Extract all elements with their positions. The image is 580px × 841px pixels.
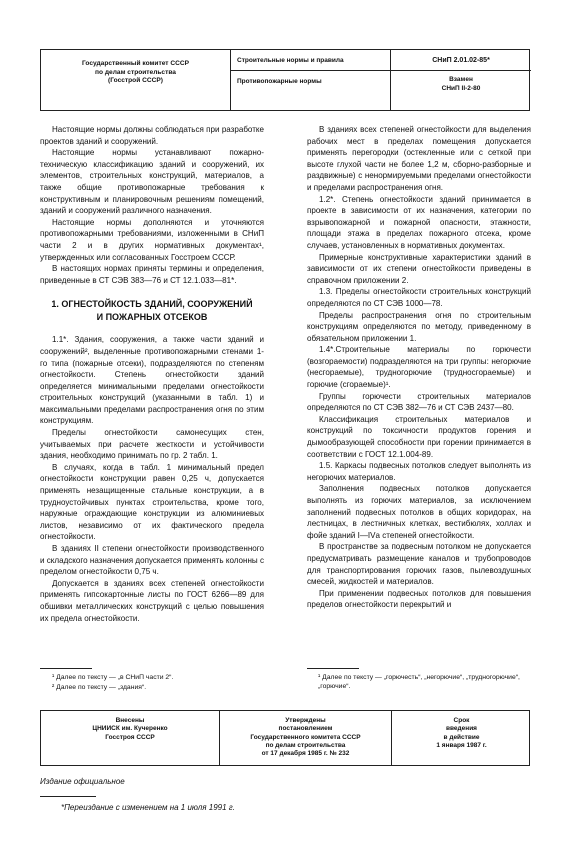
footnote-rule bbox=[307, 668, 359, 669]
paragraph: В случаях, когда в табл. 1 минимальный предел огнестойкости конструкции равен 0,25 ч, допускается применять незащищенные стальные конструкции, а в трудноустойчивых пунктах строительства, кроме того, наружные ограждающие конструкции из алюминиевых листов, независимо от их фактического предела огнестойкости. bbox=[40, 462, 264, 542]
replace-note bbox=[391, 71, 531, 93]
approved-line: постановлением bbox=[278, 725, 333, 733]
code-cell bbox=[391, 50, 531, 110]
approved-line: от 17 декабря 1985 г. № 232 bbox=[261, 750, 350, 758]
footnote: ¹ Далее по тексту — „в СНиП части 2“. bbox=[52, 674, 174, 681]
submitted-org: Госстроя СССР bbox=[105, 733, 155, 741]
section-title bbox=[40, 298, 264, 323]
section-title-line: И ПОЖАРНЫХ ОТСЕКОВ bbox=[96, 311, 208, 322]
paragraph: Классификация строительных материалов и конструкций по токсичности продуктов горения и дымообразующей способности при горении принимается в соответствии с ГОСТ 12.1.004-89. bbox=[307, 414, 531, 459]
paragraph: В зданиях всех степеней огнестойкости для выделения рабочих мест в пределах помещения допускается применять перегородки (остекленные или с сеткой при высоте глухой части не более 1,2 м, сборно-разборные и раздвижные) с ненормируемыми пределами огнестойкости и пределами распространения огня. bbox=[307, 125, 531, 192]
paragraph: 1.1*. Здания, сооружения, а также части зданий и сооружений², выделенные противопожарными стенами 1-го типа (пожарные отсеки), подразделяются по степеням огнестойкости. Степень огнестойкости зданий определяется минимальными пределами огнестойкости строительных конструкций (указанными в табл. 1) и максимальными пределами распространения огня по этим конструкциям. bbox=[40, 335, 264, 426]
submitted-cell bbox=[41, 711, 219, 765]
footnote: ² Далее по тексту — „здания“. bbox=[52, 684, 147, 691]
paragraph: 1.3. Пределы огнестойкости строительных конструкций определяются по СТ СЭВ 1000—78. bbox=[307, 287, 531, 308]
paragraph: Группы горючести строительных материалов определяются по СТ СЭВ 382—76 и СТ СЭВ 2437—80. bbox=[307, 391, 531, 413]
footnote: ¹ Далее по тексту — „горючесть“, „негорючие“, „трудногорючие“, „горючие“. bbox=[318, 674, 520, 690]
committee-line: Государственный комитет СССР bbox=[81, 60, 190, 67]
paragraph: Пределы огнестойкости самонесущих стен, учитываемых при расчете жесткости и устойчивости здания, необходимо принимать по гр. 2 табл. 1. bbox=[40, 428, 264, 461]
paragraph: Примерные конструктивные характеристики зданий в зависимости от их степени огнестойкости приведены в справочном приложении 2. bbox=[307, 252, 531, 285]
right-column bbox=[307, 124, 531, 611]
term-cell bbox=[391, 711, 531, 765]
reprint-note: *Переиздание с изменением на 1 июля 1991 г. bbox=[61, 803, 235, 812]
paragraph: 1.4*.Строительные материалы по горючести (возгораемости) подразделяются на три группы: негорючие (несгораемые), трудногорючие (трудносгораемые) и горючие (сгораемые)¹. bbox=[307, 345, 531, 390]
document-code: СНиП 2.01.02-85* bbox=[391, 50, 531, 71]
approved-line: Государственного комитета СССР bbox=[250, 733, 361, 741]
footnote-rule bbox=[40, 668, 92, 669]
term-line: в действие bbox=[443, 733, 480, 741]
paragraph: Допускается в зданиях всех степеней огнестойкости применять гипсокартонные листы по ГОСТ 6266—89 для обшивки металлических конструкций с целью повышения их предела огнестойкости. bbox=[40, 578, 264, 623]
edition-note: Издание официальное bbox=[40, 777, 125, 786]
approved-cell bbox=[219, 711, 391, 765]
paragraph: Заполнения подвесных потолков допускается выполнять из горючих материалов, за исключением заполнений подвесных потолков в общих коридорах, на лестницах, в лестничных клетках, вестибюлях, холлах и фойе зданий I—IVа степеней огнестойкости. bbox=[307, 484, 531, 540]
paragraph: Настоящие нормы устанавливают пожарно-техническую классификацию зданий и сооружений, их элементов, строительных конструкций, материалов, а также общие противопожарные требования к конструктивным и планировочным решениям помещений, зданий и сооружений различного назначения. bbox=[40, 148, 264, 216]
left-column bbox=[40, 124, 264, 624]
paragraph: В настоящих нормах приняты термины и определения, приведенные в СТ СЭВ 383—76 и СТ 12.1.033—81*. bbox=[40, 264, 264, 285]
paragraph: 1.2*. Степень огнестойкости зданий принимается в проекте в зависимости от их назначения, категории по взрывопожарной и пожарной опасности, этажности, площади этажа в пределах пожарного отсека, кроме случаев, установленных в нормативных документах. bbox=[307, 194, 531, 250]
committee-line: (Госстрой СССР) bbox=[108, 77, 163, 85]
reprint-rule bbox=[40, 796, 96, 797]
footer-table bbox=[40, 710, 530, 766]
replace-code: СНиП II-2-80 bbox=[441, 85, 481, 92]
paragraph: В зданиях II степени огнестойкости производственного и складского назначения допускается применять колонны с пределом огнестойкости 0,75 ч. bbox=[40, 544, 264, 577]
term-line: введения bbox=[446, 725, 477, 733]
approved-label: Утверждены bbox=[285, 717, 326, 724]
term-date: 1 января 1987 г. bbox=[436, 741, 487, 749]
section-title-line: 1. ОГНЕСТОЙКОСТЬ ЗДАНИЙ, СООРУЖЕНИЙ bbox=[51, 299, 253, 310]
approved-line: по делам строительства bbox=[265, 741, 346, 749]
submitted-label: Внесены bbox=[115, 717, 145, 724]
paragraph: 1.5. Каркасы подвесных потолков следует выполнять из негорючих материалов. bbox=[307, 461, 531, 482]
replace-label: Взамен bbox=[449, 76, 473, 83]
paragraph: Настоящие нормы должны соблюдаться при разработке проектов зданий и сооружений. bbox=[40, 125, 264, 146]
norms-title: Противопожарные нормы bbox=[237, 78, 322, 85]
norms-type: Строительные нормы и правила bbox=[231, 50, 390, 71]
committee-cell bbox=[41, 50, 231, 110]
term-line: Срок bbox=[453, 717, 470, 724]
paragraph: Настоящие нормы дополняются и уточняются противопожарными требованиями, изложенными в СНиП части 2 и в других нормативных документах¹, утвержденных или согласованных Госстроем СССР. bbox=[40, 217, 264, 262]
paragraph: В пространстве за подвесным потолком не допускается предусматривать размещение каналов и трубопроводов для транспортирования горючих газов, пылевоздушных смесей, жидкостей и материалов. bbox=[307, 542, 531, 587]
header-table bbox=[40, 49, 530, 111]
paragraph: При применении подвесных потолков для повышения пределов огнестойкости перекрытий и bbox=[307, 588, 531, 610]
paragraph: Пределы распространения огня по строительным конструкциям определяются по методу, приведенному в обязательном приложении 1. bbox=[307, 310, 531, 343]
title-cell bbox=[231, 50, 391, 110]
submitted-org: ЦНИИСК им. Кучеренко bbox=[92, 725, 168, 733]
committee-line: по делам строительства bbox=[95, 68, 176, 76]
